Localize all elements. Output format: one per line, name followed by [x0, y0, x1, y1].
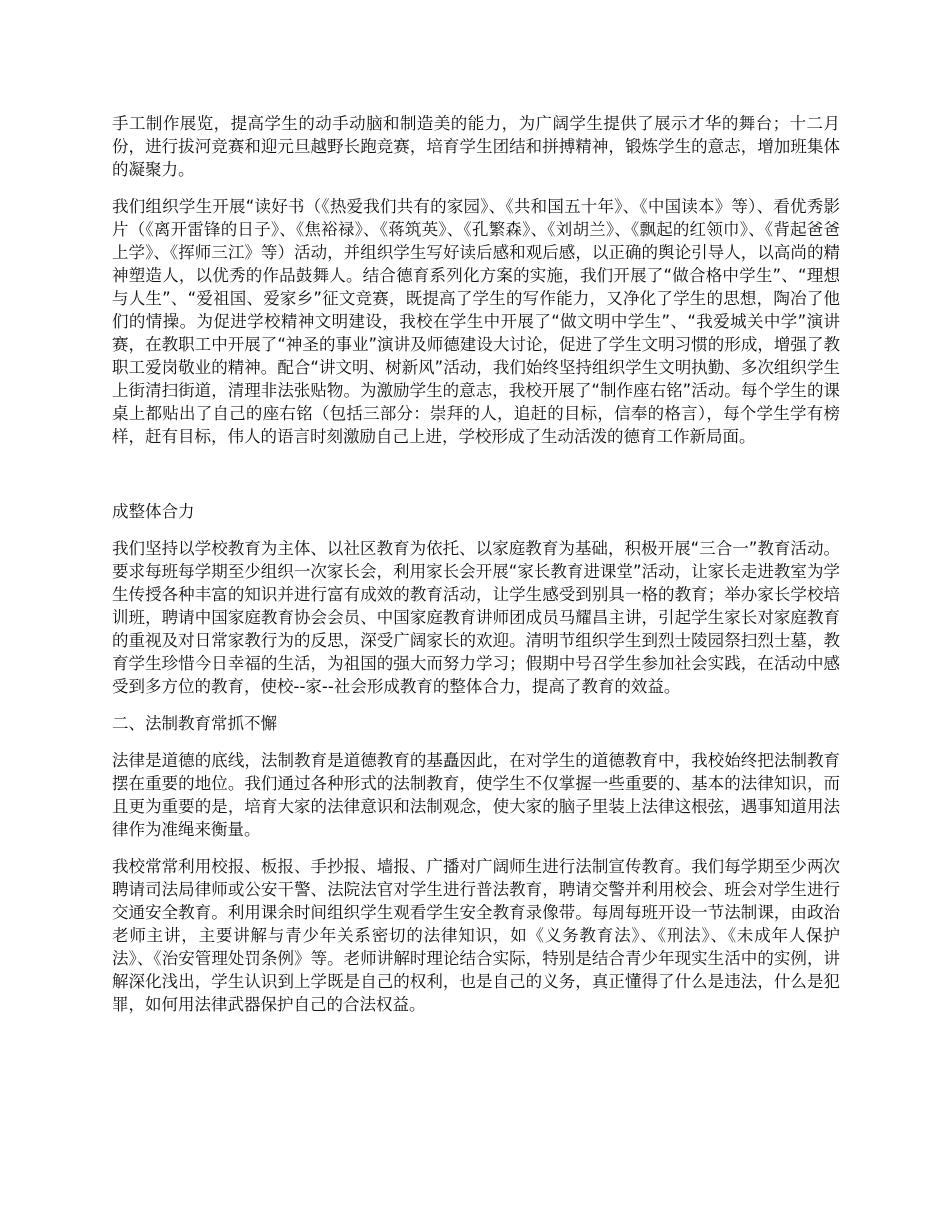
paragraph-activities-intro: 手工制作展览，提高学生的动手动脑和制造美的能力，为广阔学生提供了展示才华的舞台；十二月份，进行拔河竞赛和迎元旦越野长跑竞赛，培育学生团结和拼搏精神，锻炼学生的意志，增加班集体的凝聚力。: [112, 114, 840, 179]
paragraph-law-importance: 法律是道德的底线，法制教育是道德教育的基矗因此，在对学生的道德教育中，我校始终把法制教育摆在重要的地位。我们通过各种形式的法制教育，使学生不仅掌握一些重要的、基本的法律知识，而且更为重要的是，培育大家的法律意识和法制观念，使大家的脑子里装上法律这根弦，遇事知道用法律作为准绳来衡量。: [112, 751, 840, 839]
section-heading-legal-education: 二、法制教育常抓不懈: [112, 714, 277, 733]
section-heading-joint-force: 成整体合力: [112, 502, 195, 521]
paragraph-reading-activities: 我们组织学生开展“读好书（《热爱我们共有的家园》、《共和国五十年》、《中国读本》等）、看优秀影片（《离开雷锋的日子》、《焦裕禄》、《蒋筑英》、《孔繁森》、《刘胡兰》、《飘起的红领巾》、《背起爸爸上学》、《挥师三江》等）活动，并组织学生写好读后感和观后感，以正确的舆论引导人，以高尚的精神塑造人，以优秀的作品鼓舞人。结合德育系列化方案的实施，我们开展了“做合格中学生”、“理想与人生”、“爱祖国、爱家乡”征文竞赛，既提高了学生的写作能力，又净化了学生的思想，陶冶了他们的情操。为促进学校精神文明建设，我校在学生中开展了“做文明中学生”、“我爱城关中学”演讲赛，在教职工中开展了“神圣的事业”演讲及师德建设大讨论，促进了学生文明习惯的形成，增强了教职工爱岗敬业的精神。配合“讲文明、树新风”活动，我们始终坚持组织学生文明执勤、多次组织学生上街清扫街道，清理非法张贴物。为激励学生的意志，我校开展了“制作座右铭”活动。每个学生的课桌上都贴出了自己的座右铭（包括三部分：崇拜的人，追赶的目标，信奉的格言），每个学生学有榜样，赶有目标，伟人的语言时刻激励自己上进，学校形成了生动活泼的德育工作新局面。: [112, 197, 840, 446]
section-gap: [112, 462, 840, 500]
document-page: [112, 112, 840, 1030]
paragraph-three-in-one-education: 我们坚持以学校教育为主体、以社区教育为依托、以家庭教育为基础，积极开展“三合一”教育活动。要求每班每学期至少组织一次家长会，利用家长会开展“家长教育进课堂”活动，让家长走进教室为学生传授各种丰富的知识并进行富有成效的教育活动，让学生感受到别具一格的教育；举办家长学校培训班，聘请中国家庭教育协会会员、中国家庭教育讲师团成员马耀昌主讲，引起学生家长对家庭教育的重视及对日常家教行为的反思，深受广阔家长的欢迎。清明节组织学生到烈士陵园祭扫烈士墓，教育学生珍惜今日幸福的生活，为祖国的强大而努力学习；假期中号召学生参加社会实践，在活动中感受到多方位的教育，使校--家--社会形成教育的整体合力，提高了教育的效益。: [112, 539, 840, 696]
paragraph-law-publicity: 我校常常利用校报、板报、手抄报、墙报、广播对广阔师生进行法制宣传教育。我们每学期至少两次聘请司法局律师或公安干警、法院法官对学生进行普法教育，聘请交警并利用校会、班会对学生进行交通安全教育。利用课余时间组织学生观看学生安全教育录像带。每周每班开设一节法制课，由政治老师主讲，主要讲解与青少年关系密切的法律知识，如《义务教育法》、《刑法》、《未成年人保护法》、《治安管理处罚条例》等。老师讲解时理论结合实际，特别是结合青少年现实生活中的实例，讲解深化浅出，学生认识到上学既是自己的权利，也是自己的义务，真正懂得了什么是违法，什么是犯罪，如何用法律武器保护自己的合法权益。: [112, 857, 840, 1014]
